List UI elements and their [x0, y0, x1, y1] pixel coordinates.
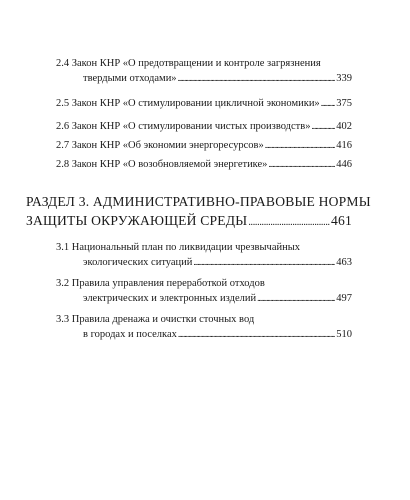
leader-dots [265, 138, 336, 153]
toc-entry-title-cont: электрических и электронных изделий [83, 293, 257, 304]
toc-entry-2-8 [56, 157, 352, 172]
toc-entry-title: 3.3 Правила дренажа и очистки сточных вод [56, 314, 255, 325]
toc-page-number: 375 [336, 98, 352, 109]
toc-page-number: 446 [336, 159, 352, 170]
toc-entry-2-5 [56, 96, 352, 111]
leader-dots [178, 71, 336, 86]
leader-dots [178, 327, 335, 342]
leader-dots [321, 96, 336, 111]
toc-entry-title-cont: экологических ситуаций [83, 257, 193, 268]
toc-page-number: 402 [336, 121, 352, 132]
toc-page-number: 339 [336, 73, 352, 84]
toc-entry-title-cont: в городах и поселках [83, 329, 177, 340]
toc-section-3-heading [26, 192, 371, 232]
toc-entry-title: 3.2 Правила управления переработкой отходов [56, 278, 265, 289]
toc-entry-title: 2.7 Закон КНР «Об экономии энергоресурсов» [56, 140, 264, 151]
toc-entry-2-7 [56, 138, 352, 153]
toc-entry-title-cont: твердыми отходами» [83, 73, 177, 84]
section-page-number: 461 [331, 213, 352, 228]
leader-dots [257, 291, 335, 306]
section-title-cont: ЗАЩИТЫ ОКРУЖАЮЩЕЙ СРЕДЫ [26, 213, 248, 228]
toc-entry-2-6 [56, 119, 352, 134]
leader-dots [268, 157, 335, 172]
leader-dots [311, 119, 335, 134]
toc-entry-title: 2.5 Закон КНР «О стимулировании цикличной экономики» [56, 98, 320, 109]
leader-dots [248, 211, 330, 232]
section-title: РАЗДЕЛ 3. АДМИНИСТРАТИВНО-ПРАВОВЫЕ НОРМЫ [26, 194, 371, 209]
toc-page-number: 416 [336, 140, 352, 151]
toc-entry-2-4 [56, 56, 352, 86]
toc-entry-3-2 [56, 276, 352, 306]
toc-page-number: 463 [336, 257, 352, 268]
toc-entry-title: 2.4 Закон КНР «О предотвращении и контроле загрязнения [56, 58, 321, 69]
toc-page-number: 510 [336, 329, 352, 340]
toc-page-number: 497 [336, 293, 352, 304]
toc-entry-3-3 [56, 312, 352, 342]
toc-entry-3-1 [56, 240, 352, 270]
leader-dots [193, 255, 335, 270]
toc-entry-title: 2.6 Закон КНР «О стимулировании чистых производств» [56, 121, 311, 132]
toc-entry-title: 2.8 Закон КНР «О возобновляемой энергетике» [56, 159, 268, 170]
toc-entry-title: 3.1 Национальный план по ликвидации чрезвычайных [56, 242, 301, 253]
